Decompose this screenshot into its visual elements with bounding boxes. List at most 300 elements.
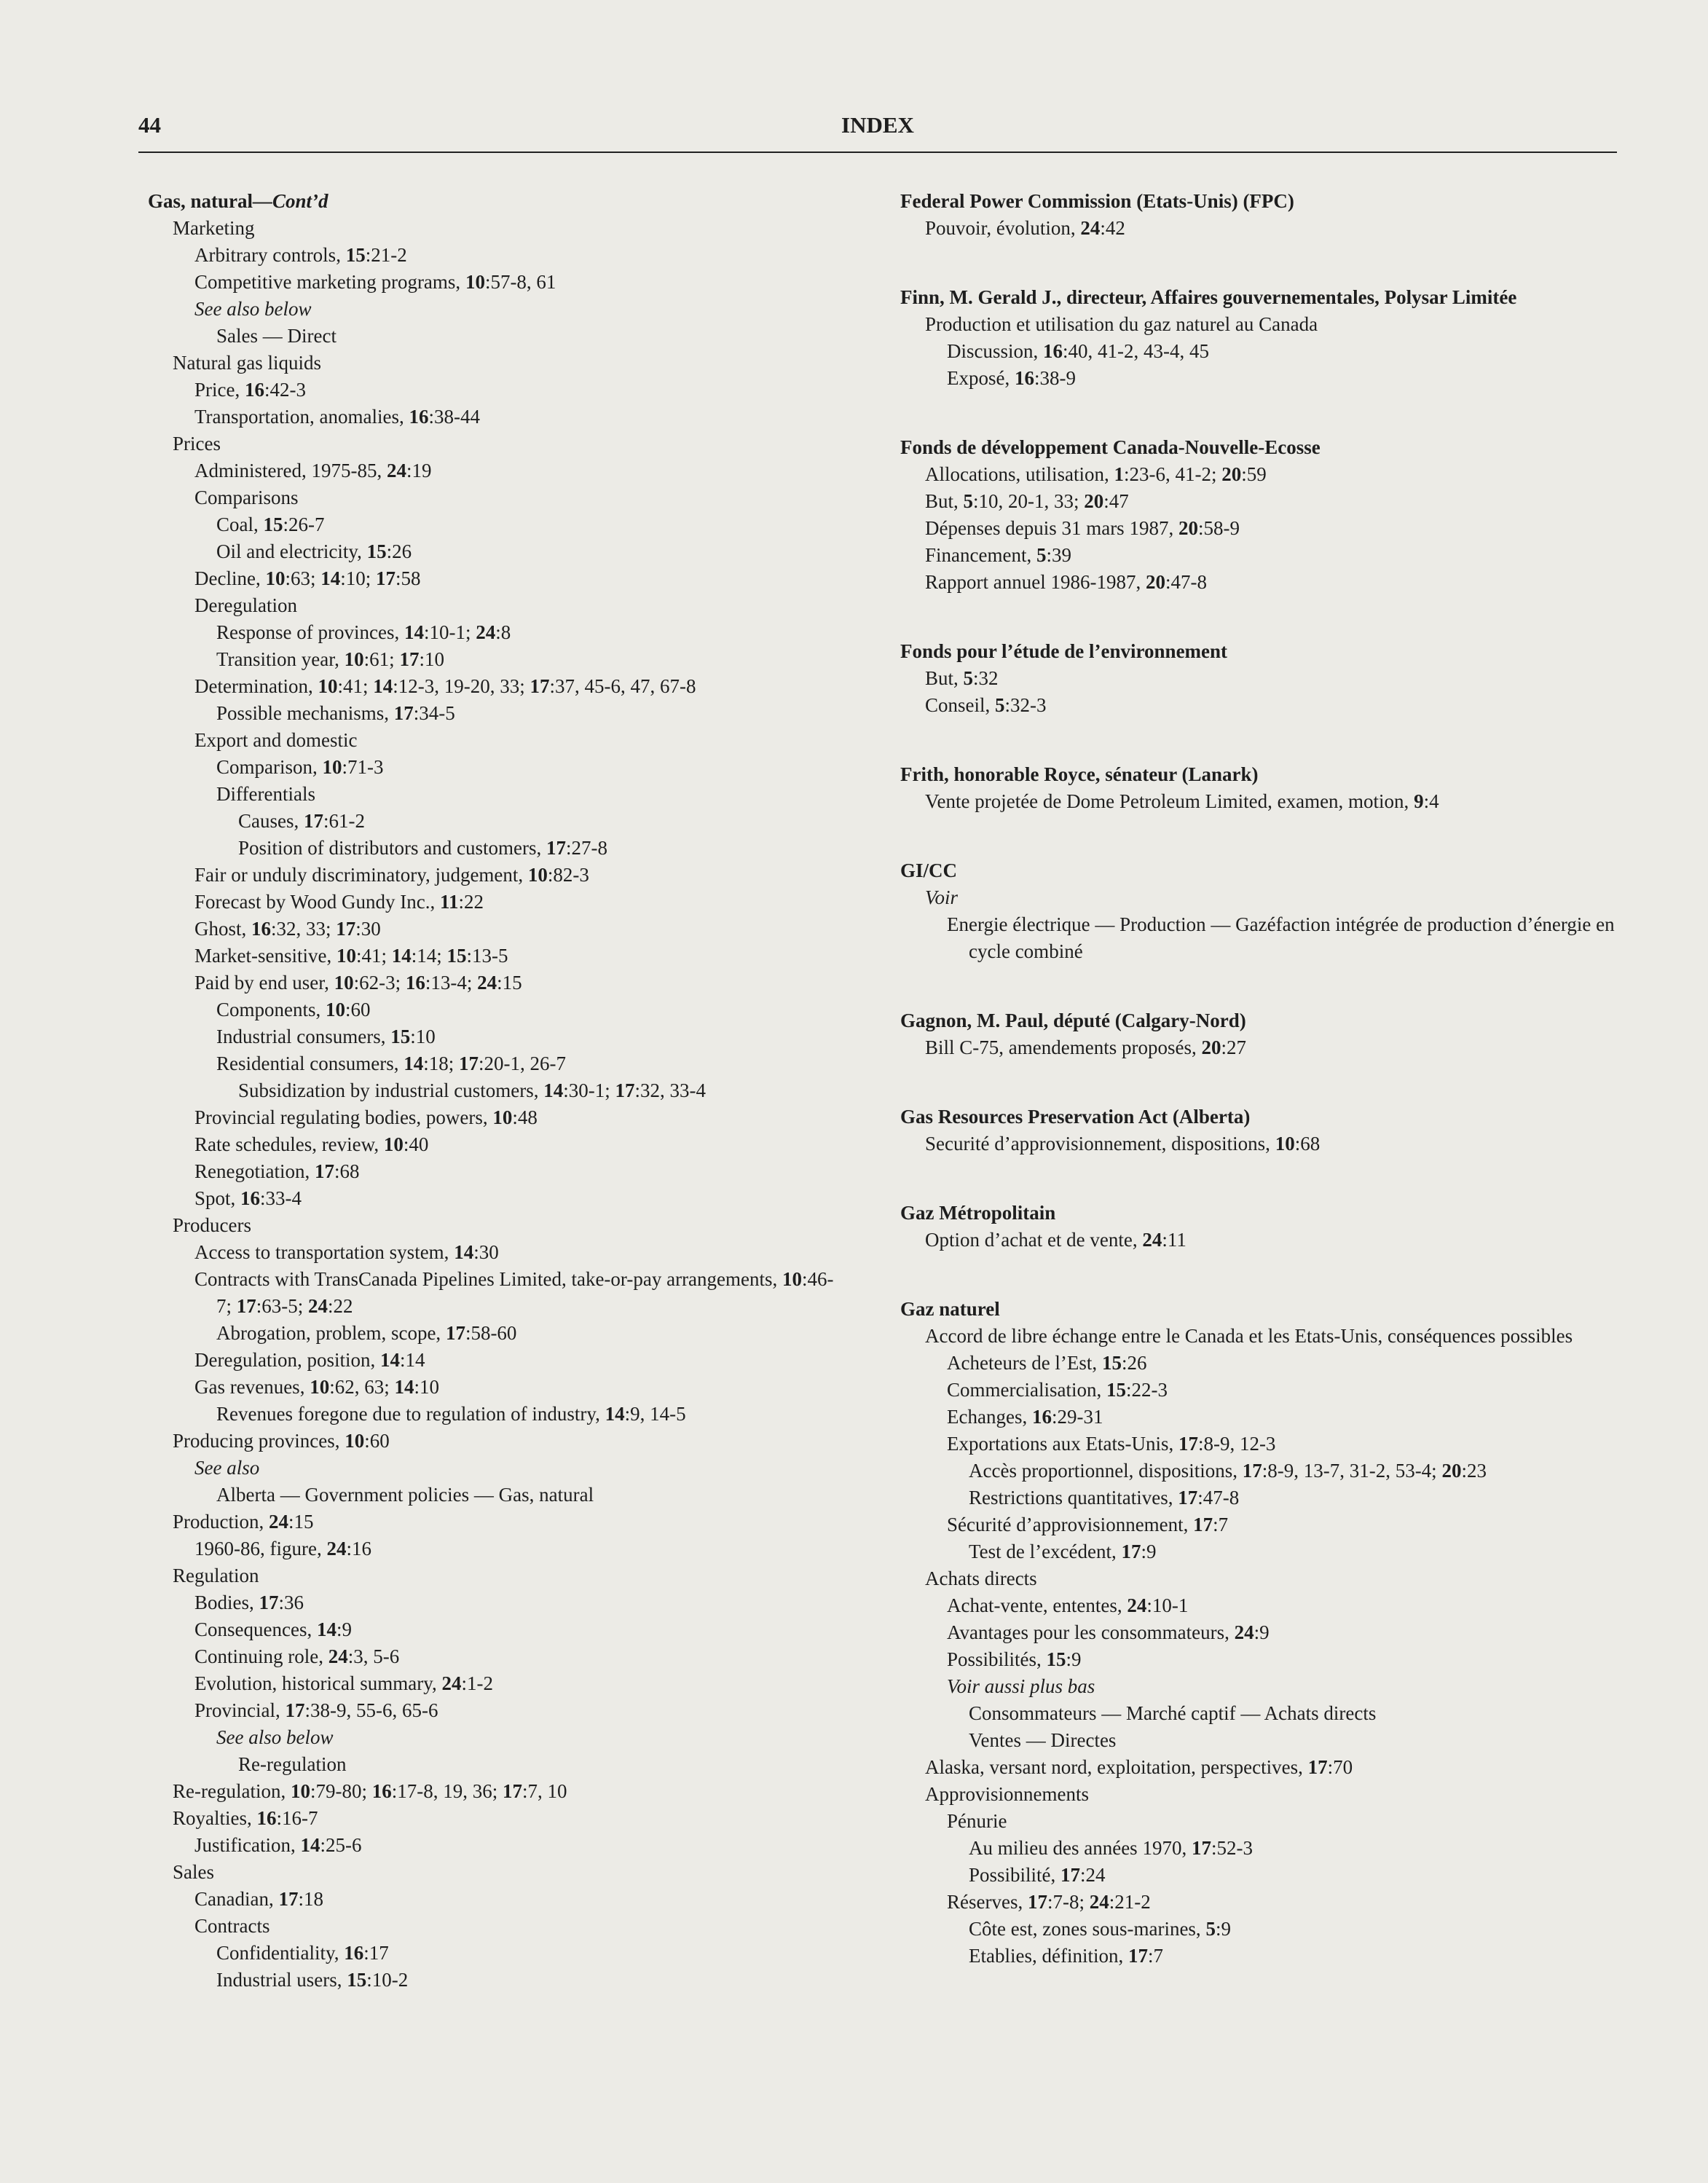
entry-text: :10-2 [366,1969,409,1991]
entry-text: :42 [1100,217,1125,239]
index-entry [148,430,847,457]
index-heading [900,284,1621,311]
page-number: 44 [138,112,161,138]
index-entry [148,1832,847,1859]
index-entry [900,461,1621,488]
entry-text: Access to transportation system, [194,1241,454,1263]
index-entry [900,569,1621,596]
entry-text: See also [194,1457,260,1479]
volume-number: 17 [445,1322,465,1344]
entry-text: Producers [173,1214,251,1236]
volume-number: 20 [1441,1460,1462,1482]
entry-text: Market-sensitive, [194,945,337,967]
index-entry [148,269,847,296]
entry-text: Royalties, [173,1807,257,1829]
volume-number: 11 [440,891,459,913]
volume-number: 10 [336,945,356,967]
index-entry [148,538,847,565]
index-entry [148,727,847,754]
volume-number: 16 [1014,367,1034,389]
entry-text: Forecast by Wood Gundy Inc., [194,891,441,913]
index-entry [148,1482,847,1509]
volume-number: 17 [304,810,323,832]
entry-text: Approvisionnements [925,1783,1089,1805]
index-entry [148,323,847,350]
index-heading [900,761,1621,788]
entry-text: :39 [1046,544,1071,566]
index-entry [900,311,1621,338]
entry-text: Price, [194,379,245,401]
entry-text: Regulation [173,1565,259,1586]
entry-text: :8 [495,621,511,643]
entry-text: :22-3 [1125,1379,1168,1401]
volume-number: GI/CC [900,860,958,881]
entry-text: :34-5 [413,702,455,724]
volume-number: 17 [314,1160,334,1182]
volume-number: 10 [334,972,354,994]
volume-number: 16 [251,918,272,940]
entry-text: Acheteurs de l’Est, [947,1352,1102,1374]
entry-text: :17-8, 19, 36; [391,1780,503,1802]
index-entry [900,1808,1621,1835]
index-entry [148,1535,847,1562]
index-entry [900,365,1621,392]
volume-number: 16 [405,972,425,994]
entry-text: Marketing [173,217,255,239]
entry-text: Etablies, définition, [969,1945,1128,1967]
volume-number: 20 [1221,463,1242,485]
entry-text: :32-3 [1004,694,1047,716]
entry-text: :68 [1294,1133,1321,1155]
entry-text: Industrial consumers, [216,1026,391,1047]
entry-text: :15 [497,972,522,994]
entry-text: :19 [406,460,432,481]
index-entry [148,1967,847,1994]
entry-text: :38-9, 55-6, 65-6 [304,1699,438,1721]
volume-number: 17 [399,648,420,670]
index-entry [900,1943,1621,1970]
entry-text: :38-44 [428,406,480,428]
volume-number: 17 [1193,1514,1213,1535]
entry-text: :4 [1423,790,1439,812]
entry-text: Evolution, historical summary, [194,1672,442,1694]
volume-number: 17 [546,837,566,859]
entry-text: Industrial users, [216,1969,347,1991]
volume-number: Gaz Métropolitain [900,1202,1056,1224]
entry-text: :42-3 [264,379,306,401]
volume-number: 24 [476,621,496,643]
index-entry [148,781,847,808]
entry-text: Vente projetée de Dome Petroleum Limited, examen, motion, [925,790,1414,812]
entry-text: :22 [458,891,484,913]
entry-text: :26-7 [283,514,325,535]
volume-number: 24 [308,1295,328,1317]
entry-text: Sécurité d’approvisionnement, [947,1514,1194,1535]
entry-text: Au milieu des années 1970, [969,1837,1192,1859]
volume-number: Gagnon, M. Paul, député (Calgary-Nord) [900,1010,1246,1031]
index-entry [900,1700,1621,1727]
index-heading [900,1200,1621,1227]
volume-number: 5 [963,667,974,689]
entry-text: :7-8; [1047,1891,1090,1913]
index-entry [900,692,1621,719]
entry-text: Consommateurs — Marché captif — Achats directs [969,1702,1377,1724]
volume-number: 17 [259,1592,279,1613]
volume-number: 16 [409,406,429,428]
entry-text: :30-1; [563,1079,615,1101]
entry-text: Deregulation [194,594,297,616]
entry-text: Contracts with TransCanada Pipelines Limited, take-or-pay arrangements, [194,1268,783,1290]
index-entry [148,646,847,673]
index-heading [900,1104,1621,1130]
volume-number: 1 [1114,463,1124,485]
running-title: INDEX [841,112,914,138]
index-entry [900,1673,1621,1700]
entry-text: :60 [345,999,371,1020]
entry-text: Producing provinces, [173,1430,345,1452]
volume-number: 10 [492,1106,513,1128]
index-entry [148,404,847,430]
index-entry [900,1916,1621,1943]
entry-text: Achats directs [925,1568,1037,1589]
entry-text: :47-8 [1197,1487,1240,1509]
volume-number: 24 [441,1672,462,1694]
index-entry [900,338,1621,365]
entry-text: :10, 20-1, 33; [973,490,1085,512]
volume-number: 17 [1060,1864,1081,1886]
volume-number: 14 [379,1349,400,1371]
entry-text: Possibilité, [969,1864,1061,1886]
index-entry [900,884,1621,911]
entry-text: :13-5 [466,945,508,967]
entry-text: :30 [473,1241,499,1263]
volume-number: 15 [1101,1352,1122,1374]
volume-number: Frith, honorable Royce, sénateur (Lanark) [900,763,1259,785]
entry-text: Subsidization by industrial customers, [238,1079,544,1101]
index-entry [148,1697,847,1724]
entry-text: :82-3 [547,864,589,886]
volume-number: 24 [328,1645,348,1667]
index-entry [148,1077,847,1104]
entry-text: Decline, [194,567,266,589]
entry-text: 1960-86, figure, [194,1538,327,1559]
entry-text: :11 [1162,1229,1186,1251]
index-entry [148,1239,847,1266]
volume-number: 15 [345,244,366,266]
index-heading [148,188,847,215]
index-heading [900,1007,1621,1034]
entry-text: :68 [334,1160,360,1182]
index-entry [148,1158,847,1185]
index-entry [148,700,847,727]
entry-text: :10-1 [1146,1594,1189,1616]
index-entry [900,1592,1621,1619]
entry-text: :58-60 [465,1322,517,1344]
index-entry [900,1781,1621,1808]
entry-text: :18 [298,1888,323,1910]
entry-text: :79-80; [310,1780,372,1802]
entry-text: Ventes — Directes [969,1729,1117,1751]
index-entry [900,1538,1621,1565]
index-entry [900,1889,1621,1916]
entry-text: :8-9, 13-7, 31-2, 53-4; [1262,1460,1442,1482]
entry-text: Comparisons [194,487,299,508]
entry-text: Pouvoir, évolution, [925,217,1081,239]
entry-text: Sales [173,1861,214,1883]
volume-number: 10 [527,864,548,886]
volume-number: Gas, natural [148,190,253,212]
index-entry [900,911,1621,965]
volume-number: 17 [458,1053,479,1074]
entry-text: Voir [925,886,959,908]
entry-text: Possible mechanisms, [216,702,394,724]
volume-number: 10 [782,1268,803,1290]
volume-number: 24 [269,1511,288,1533]
volume-number: 9 [1414,790,1424,812]
volume-number: 20 [1084,490,1104,512]
volume-number: 14 [605,1403,625,1425]
entry-text: :15 [288,1511,314,1533]
volume-number: 5 [1205,1918,1216,1940]
entry-text: Conseil, [925,694,996,716]
volume-number: Finn, M. Gerald J., directeur, Affaires gouvernementales, Polysar Limitée [900,286,1517,308]
index-entry [148,215,847,242]
index-entry [148,1509,847,1535]
volume-number: 17 [236,1295,256,1317]
index-entry [148,1940,847,1967]
index-entry [900,1404,1621,1431]
index-entry [900,1835,1621,1862]
index-entry [148,1778,847,1805]
volume-number: Gas Resources Preservation Act (Alberta) [900,1106,1251,1128]
entry-text: :7, 10 [522,1780,567,1802]
entry-text: :27-8 [565,837,607,859]
entry-text: :1-2 [461,1672,493,1694]
volume-number: 10 [322,756,342,778]
entry-text: :17 [363,1942,389,1964]
entry-text: Securité d’approvisionnement, dispositions, [925,1133,1275,1155]
volume-number: 14 [391,945,412,967]
entry-text: Competitive marketing programs, [194,271,465,293]
entry-text: :38-9 [1034,367,1076,389]
index-heading [900,638,1621,665]
entry-text: :57-8, 61 [484,271,556,293]
entry-text: :71-3 [342,756,384,778]
volume-number: 14 [543,1079,564,1101]
entry-text: Dépenses depuis 31 mars 1987, [925,517,1178,539]
entry-text: :33-4 [260,1187,302,1209]
entry-text: Pénurie [947,1810,1007,1832]
index-entry [148,1616,847,1643]
entry-text: :9 [336,1618,352,1640]
index-entry [148,1805,847,1832]
entry-text: Echanges, [947,1406,1032,1428]
entry-text: Exportations aux Etats-Unis, [947,1433,1178,1455]
entry-text: :26 [386,540,412,562]
volume-number: 15 [366,540,387,562]
entry-text: Accord de libre échange entre le Canada et les Etats-Unis, conséquences possibles [925,1325,1573,1347]
entry-text: :12-3, 19-20, 33; [393,675,530,697]
index-entry [148,1859,847,1886]
entry-text: —Cont’d [253,190,328,212]
index-entry [148,1131,847,1158]
index-entry [148,916,847,943]
entry-text: :47-8 [1165,571,1207,593]
entry-text: :27 [1221,1037,1246,1058]
entry-text: Production, [173,1511,269,1533]
entry-text: Position of distributors and customers, [238,837,546,859]
entry-text: Restrictions quantitatives, [969,1487,1178,1509]
index-entry [148,1455,847,1482]
volume-number: 15 [347,1969,367,1991]
entry-text: Determination, [194,675,318,697]
index-entry [900,1754,1621,1781]
volume-number: 14 [320,567,341,589]
entry-text: Fair or unduly discriminatory, judgement, [194,864,528,886]
index-entry [148,1212,847,1239]
entry-text: Differentials [216,783,315,805]
index-entry [900,1323,1621,1350]
volume-number: 10 [1275,1133,1295,1155]
volume-number: 17 [1121,1541,1141,1562]
volume-number: 14 [373,675,393,697]
entry-text: Allocations, utilisation, [925,463,1114,485]
index-entry [900,488,1621,515]
volume-number: 10 [310,1376,330,1398]
index-entry [148,1886,847,1913]
volume-number: 16 [371,1780,392,1802]
index-entry [148,862,847,889]
entry-text: :29-31 [1051,1406,1103,1428]
index-entry [148,1347,847,1374]
index-heading [900,857,1621,884]
volume-number: Federal Power Commission (Etats-Unis) (FPC) [900,190,1294,212]
entry-text: :9 [1066,1648,1082,1670]
index-entry [148,943,847,969]
entry-text: :10 [419,648,444,670]
entry-text: :62, 63; [329,1376,395,1398]
volume-number: 17 [530,675,550,697]
volume-number: 10 [465,271,485,293]
entry-text: :14 [399,1349,425,1371]
volume-number: 16 [1043,340,1063,362]
entry-text: :9 [1215,1918,1231,1940]
volume-number: 14 [316,1618,337,1640]
index-entry [900,1431,1621,1458]
entry-text: :9 [1141,1541,1157,1562]
index-entry [148,996,847,1023]
index-entry [900,1862,1621,1889]
index-entry [900,1034,1621,1061]
index-entry [148,619,847,646]
entry-text: :48 [512,1106,538,1128]
entry-text: Transportation, anomalies, [194,406,409,428]
entry-text: Canadian, [194,1888,279,1910]
volume-number: 17 [615,1079,635,1101]
entry-text: :63-5; [256,1295,309,1317]
entry-text: Ghost, [194,918,252,940]
index-entry [148,1050,847,1077]
entry-text: Natural gas liquids [173,352,321,374]
volume-number: 14 [404,621,424,643]
volume-number: 14 [404,1053,424,1074]
entry-text: Transition year, [216,648,345,670]
entry-text: :7 [1213,1514,1229,1535]
entry-text: Deregulation, position, [194,1349,380,1371]
entry-text: Prices [173,433,221,455]
index-entry [148,1589,847,1616]
volume-number: 17 [1127,1945,1148,1967]
index-entry [900,1130,1621,1157]
entry-text: Contracts [194,1915,270,1937]
entry-text: :63; [285,567,321,589]
entry-text: Voir aussi plus bas [947,1675,1095,1697]
entry-text: Discussion, [947,340,1044,362]
volume-number: 20 [1178,517,1198,539]
volume-number: 17 [1242,1460,1262,1482]
volume-number: 17 [1178,1433,1198,1455]
entry-text: Coal, [216,514,264,535]
volume-number: 14 [454,1241,474,1263]
entry-text: :61; [363,648,400,670]
index-entry [900,542,1621,569]
entry-text: Residential consumers, [216,1053,404,1074]
index-entry [148,1724,847,1751]
entry-text: Bill C-75, amendements proposés, [925,1037,1202,1058]
entry-text: :52-3 [1211,1837,1253,1859]
volume-number: 24 [477,972,497,994]
entry-text: :32, 33; [271,918,337,940]
index-entry [148,242,847,269]
volume-number: Gaz naturel [900,1298,1000,1320]
entry-text: But, [925,490,964,512]
entry-text: Energie électrique — Production — Gazéfaction intégrée de production d’énergie en cycle combiné [947,913,1615,962]
index-entry [148,1428,847,1455]
index-entry [148,1374,847,1401]
entry-text: Paid by end user, [194,972,334,994]
entry-text: Rapport annuel 1986-1987, [925,571,1146,593]
volume-number: 14 [394,1376,414,1398]
entry-text: Accès proportionnel, dispositions, [969,1460,1243,1482]
volume-number: Fonds de développement Canada-Nouvelle-Ecosse [900,436,1321,458]
volume-number: 20 [1145,571,1165,593]
entry-text: :25-6 [320,1834,362,1856]
index-entry [900,1350,1621,1377]
entry-text: Comparison, [216,756,323,778]
volume-number: 24 [1234,1621,1254,1643]
index-entry [148,1562,847,1589]
index-entry [148,889,847,916]
entry-text: Côte est, zones sous-marines, [969,1918,1206,1940]
entry-text: :10-1; [423,621,476,643]
page-header [138,109,1617,153]
volume-number: 15 [263,514,283,535]
index-entry [900,1619,1621,1646]
volume-number: 16 [1031,1406,1052,1428]
index-entry [900,515,1621,542]
index-entry [900,1727,1621,1754]
index-entry [148,808,847,835]
entry-text: :7 [1147,1945,1163,1967]
index-entry [148,565,847,592]
volume-number: 16 [240,1187,261,1209]
index-entry [148,1913,847,1940]
entry-text: Abrogation, problem, scope, [216,1322,446,1344]
entry-text: Causes, [238,810,304,832]
volume-number: 16 [256,1807,277,1829]
entry-text: :32, 33-4 [634,1079,706,1101]
index-entry [148,350,847,377]
